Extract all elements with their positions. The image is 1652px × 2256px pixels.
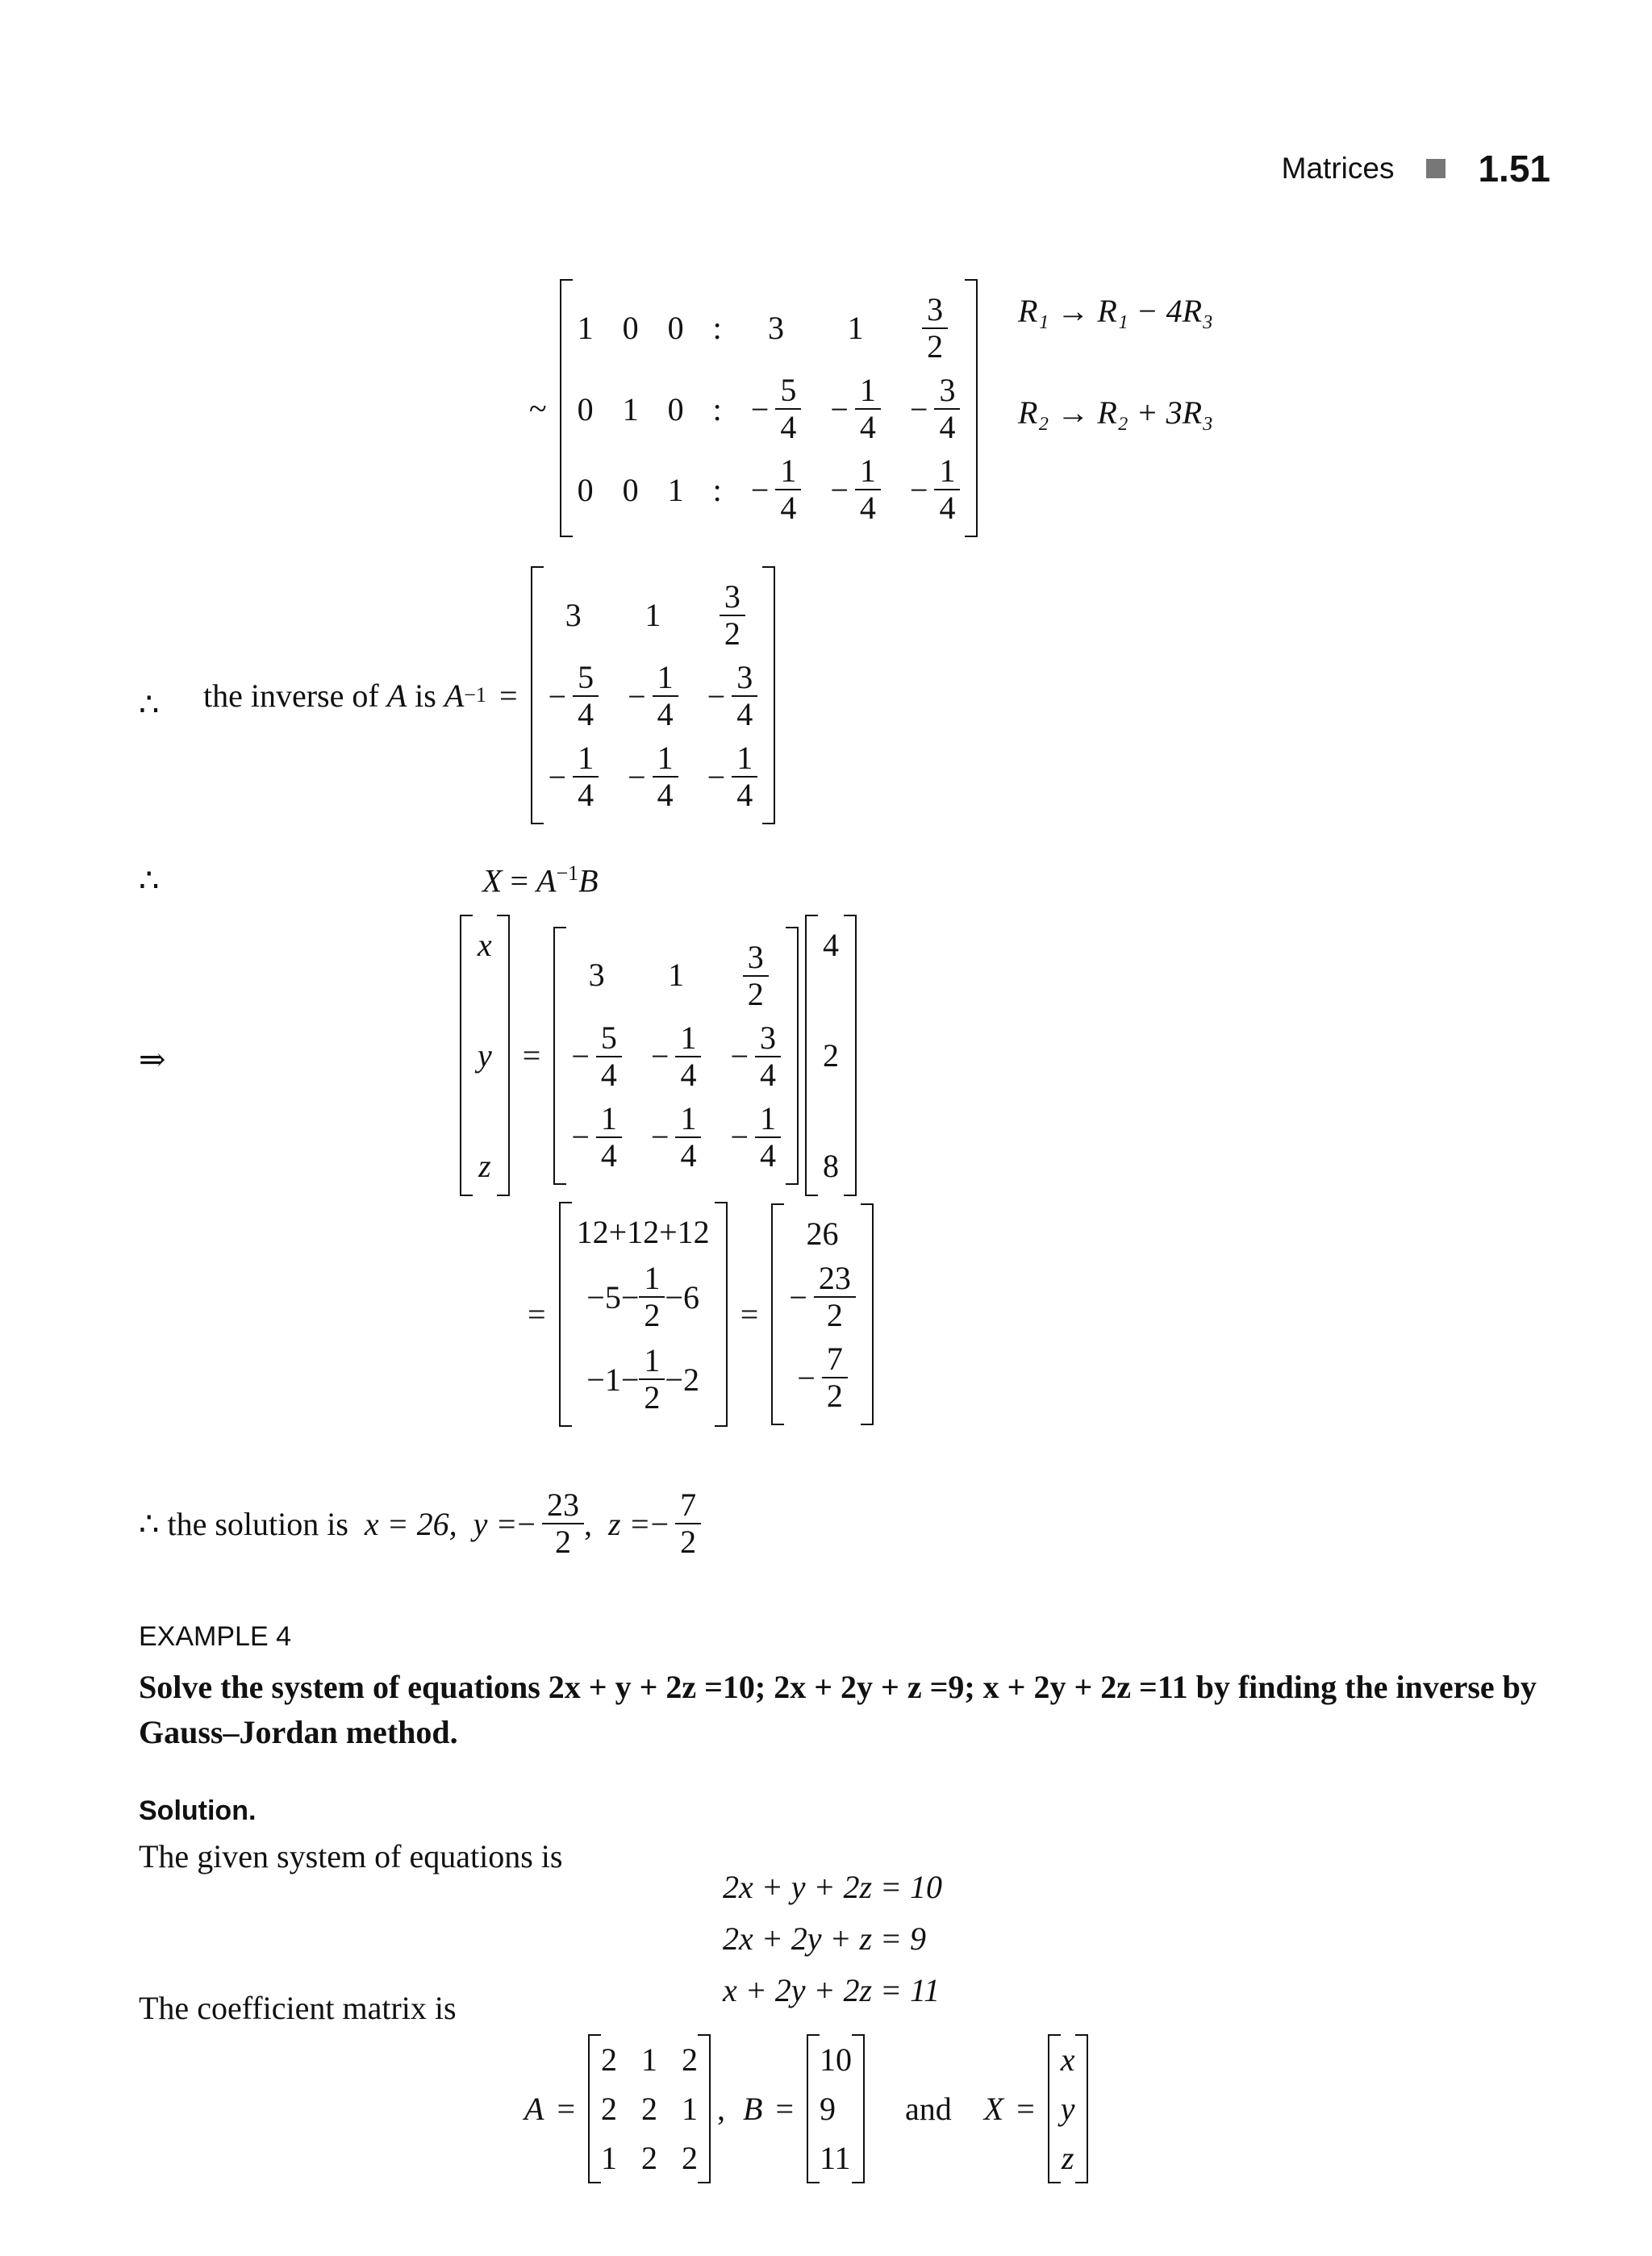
matrix-cell: : [712, 309, 722, 346]
matrix-cell: − $\frac{23}{2}$ [789, 1261, 856, 1333]
z-label: z = [607, 1505, 651, 1542]
a-inverse-label: A [444, 677, 465, 714]
x-equals-ainv-b: $X = A^{-1}B$ [482, 861, 599, 899]
matrix-cell: −5− $\frac{1}{2}$ −6 [586, 1260, 699, 1333]
matrix-cell: 0 [667, 390, 684, 427]
matrix-cell: −1− $\frac{1}{2}$ −2 [586, 1342, 699, 1416]
matrix-cell: 3 [565, 596, 582, 633]
matrix-cell: 10 [820, 2041, 852, 2078]
matrix-cell: 2 [682, 2140, 698, 2176]
matrix-cell: 3 [588, 957, 605, 993]
matrix-cell: $\frac{3}{2}$ [743, 938, 769, 1012]
solution-heading: Solution. [139, 1795, 257, 1826]
equals-sign-6: = [775, 2091, 794, 2127]
matrix-cell: − $\frac{5}{4}$ [571, 1020, 622, 1093]
matrix-cell: − $\frac{3}{4}$ [730, 1020, 781, 1093]
matrix-a-label: A [386, 677, 407, 714]
result-vector [771, 1203, 874, 1425]
comma-2: , [717, 2091, 725, 2127]
and-text: and [905, 2091, 952, 2127]
matrix-cell: 1 [577, 309, 594, 346]
matrix-cell: − $\frac{1}{4}$ [730, 1101, 781, 1174]
matrix-cell: 2 [641, 2140, 657, 2176]
matrix-cell: : [712, 471, 722, 508]
product-expression-vector [559, 1202, 728, 1427]
inverse-matrix [531, 566, 776, 824]
matrix-cell: 2 [601, 2041, 617, 2078]
equals-sign-4: = [740, 1296, 759, 1332]
section-title: Matrices [1281, 152, 1395, 185]
matrix-cell: − $\frac{1}{4}$ [910, 453, 961, 526]
matrix-cell: 2 [823, 1037, 840, 1074]
matrix-cell: − $\frac{1}{4}$ [571, 1101, 622, 1174]
therefore-symbol: ∴ [139, 686, 160, 723]
inverse-matrix-copy [553, 927, 799, 1185]
constant-matrix [807, 2034, 865, 2183]
matrix-cell: 1 [601, 2140, 617, 2176]
matrix-cell: 1 [641, 2041, 657, 2078]
matrix-cell: 26 [806, 1216, 839, 1252]
matrix-cell: 1 [668, 957, 685, 993]
matrix-cell: 2 [682, 2041, 698, 2078]
system-intro: The given system of equations is [139, 1838, 563, 1874]
matrix-cell: − $\frac{1}{4}$ [830, 373, 881, 445]
implies-symbol: ⇒ [139, 1041, 166, 1078]
z-value: − $\frac{7}{2}$ [651, 1487, 702, 1560]
matrix-cell: 1 [667, 471, 684, 508]
matrix-cell: − $\frac{5}{4}$ [751, 373, 802, 445]
equals-sign-2: = [522, 1037, 541, 1074]
example-problem: Solve the system of equations 2x + y + 2z =10; 2x + 2y + z =9; x + 2y + 2z =11 by finding the inverse by Gauss–Jordan method. [139, 1669, 1537, 1750]
matrix-cell: y [1060, 2091, 1075, 2127]
matrix-cell: : [712, 390, 722, 427]
matrix-cell: y [478, 1037, 492, 1074]
matrix-cell: 3 [768, 309, 785, 346]
inverse-superscript: −1 [464, 683, 486, 707]
solution-text: the solution is [167, 1505, 348, 1542]
matrix-cell: 1 [622, 390, 639, 427]
inverse-statement [203, 566, 775, 824]
inverse-text: the inverse of [203, 677, 379, 714]
matrix-cell: − $\frac{1}{4}$ [707, 740, 758, 813]
matrix-cell: 1 [847, 309, 864, 346]
is-text: is [415, 677, 436, 714]
coefficient-text: The coefficient matrix is [139, 1990, 457, 2026]
matrix-cell: 0 [622, 309, 639, 346]
equals-sign-7: = [1016, 2091, 1035, 2127]
matrix-cell: − $\frac{1}{4}$ [549, 740, 599, 813]
matrix-cell: 11 [820, 2140, 851, 2176]
equals-sign: = [499, 677, 518, 714]
coefficient-matrix [588, 2034, 711, 2183]
row-operation-2: R₂ → R₂ + 3R₃ [1018, 394, 1214, 431]
matrix-cell: 0 [667, 309, 684, 346]
comma: , [583, 1505, 592, 1542]
final-matrices [524, 2034, 1088, 2183]
matrix-cell: x [1060, 2041, 1075, 2078]
result-equation [515, 1202, 874, 1427]
matrix-cell: − $\frac{1}{4}$ [628, 740, 678, 813]
matrix-cell: − $\frac{1}{4}$ [651, 1020, 702, 1093]
matrix-cell: 2 [601, 2091, 617, 2127]
matrix-cell: 1 [682, 2091, 698, 2127]
matrix-cell: $\frac{3}{2}$ [922, 290, 948, 365]
y-value: − $\frac{23}{2}$ [517, 1487, 584, 1560]
solution-line [139, 1487, 701, 1560]
matrix-cell: − $\frac{3}{4}$ [707, 660, 758, 732]
matrix-cell: − $\frac{5}{4}$ [549, 660, 599, 732]
reduced-matrix-block [516, 279, 978, 537]
matrix-cell: z [1061, 2140, 1074, 2176]
matrix-cell: − $\frac{7}{2}$ [797, 1341, 848, 1414]
matrix-cell: 8 [823, 1148, 840, 1184]
row-operation-1: R₁ → R₁ − 4R₃ [1018, 293, 1214, 329]
equals-sign-3: = [528, 1296, 546, 1332]
tilde-symbol: ~ [529, 390, 547, 427]
x-label: X [983, 2091, 1004, 2127]
matrix-cell: 1 [645, 596, 661, 633]
running-header [1282, 147, 1550, 190]
matrix-cell: 0 [622, 471, 639, 508]
reduced-augmented-matrix [560, 279, 978, 537]
header-square-icon [1426, 159, 1446, 178]
matrix-cell: z [478, 1148, 491, 1184]
matrix-cell: x [478, 927, 492, 963]
matrix-cell: 0 [577, 390, 594, 427]
matrix-cell: − $\frac{3}{4}$ [910, 373, 961, 445]
matrix-cell: 0 [577, 471, 594, 508]
y-label: y = [473, 1505, 518, 1542]
equation-3: x + 2y + 2z = 11 [723, 1972, 941, 2008]
page-number: 1.51 [1478, 148, 1550, 190]
example-title: EXAMPLE 4 [139, 1621, 291, 1652]
x-value: x = 26, [364, 1505, 457, 1542]
equals-sign-5: = [557, 2091, 575, 2127]
matrix-cell: − $\frac{1}{4}$ [628, 660, 678, 732]
therefore-symbol-3: ∴ [139, 1505, 160, 1542]
b-label: B [743, 2091, 763, 2127]
equation-2: 2x + 2y + z = 9 [723, 1920, 927, 1957]
matrix-cell: − $\frac{1}{4}$ [830, 453, 881, 526]
a-label: A [524, 2091, 544, 2127]
equation-1: 2x + y + 2z = 10 [723, 1869, 943, 1905]
matrix-cell: 2 [641, 2091, 657, 2127]
unknown-matrix [1048, 2034, 1088, 2183]
matrix-cell: − $\frac{1}{4}$ [651, 1101, 702, 1174]
matrix-cell: 12+12+12 [576, 1214, 710, 1250]
matrix-cell: − $\frac{1}{4}$ [751, 453, 802, 526]
matrix-cell: 9 [820, 2091, 836, 2127]
unknowns-vector [460, 915, 510, 1196]
matrix-cell: 4 [823, 927, 840, 963]
product-equation [460, 915, 857, 1196]
therefore-symbol-2: ∴ [139, 862, 160, 899]
matrix-cell: $\frac{3}{2}$ [720, 578, 745, 652]
constants-vector [805, 915, 857, 1196]
